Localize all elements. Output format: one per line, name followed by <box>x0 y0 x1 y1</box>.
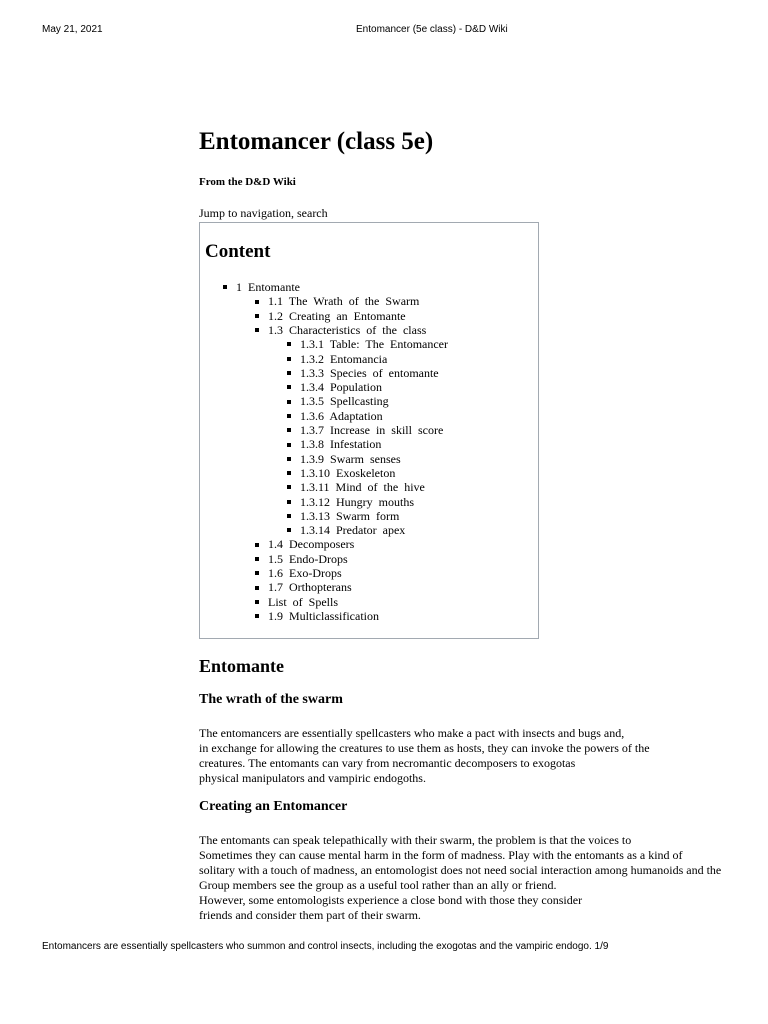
bullet-icon <box>255 586 259 590</box>
toc-item[interactable] <box>255 537 354 551</box>
toc-item-label: 1.5 Endo-Drops <box>268 551 348 566</box>
bullet-icon <box>287 485 291 489</box>
toc-item-label: 1 Entomante <box>236 280 300 294</box>
toc-item-label: 1.3 Characteristics of the class <box>268 322 427 337</box>
toc-item-label: 1.3.4 Population <box>300 380 383 395</box>
creating-paragraph <box>199 833 721 923</box>
bullet-icon <box>255 328 259 332</box>
bullet-icon <box>255 314 259 318</box>
toc-item-label: 1.6 Exo-Drops <box>268 566 342 580</box>
print-date: May 21, 2021 <box>42 24 103 35</box>
toc-item[interactable] <box>255 595 338 609</box>
print-footer: Entomancers are essentially spellcasters who summon and control insects, including the exogotas and the vampiric endogo. 1/9 <box>42 941 609 952</box>
toc-item[interactable] <box>287 523 405 537</box>
jump-to-navigation-link[interactable]: Jump to navigation, search <box>199 206 328 220</box>
toc-item-label: 1.3.3 Species of entomante <box>300 365 439 380</box>
bullet-icon <box>255 614 259 618</box>
toc-item[interactable] <box>223 280 300 294</box>
toc-item-label: 1.4 Decomposers <box>268 537 355 552</box>
bullet-icon <box>287 342 291 346</box>
bullet-icon <box>287 457 291 461</box>
toc-item-label: 1.3.10 Exoskeleton <box>300 465 396 480</box>
toc-item-label: 1.9 Multiclassification <box>268 608 379 623</box>
toc-item-label: 1.3.2 Entomancia <box>300 351 388 366</box>
paragraph-line: in exchange for allowing the creatures to use them as hosts, they can invoke the powers of the <box>199 741 650 755</box>
bullet-icon <box>287 400 291 404</box>
bullet-icon <box>287 500 291 504</box>
toc-item-label: 1.3.6 Adaptation <box>300 408 383 423</box>
toc-item[interactable] <box>287 352 387 366</box>
toc-item[interactable] <box>287 452 401 466</box>
bullet-icon <box>287 385 291 389</box>
toc-item[interactable] <box>255 566 342 580</box>
toc-item[interactable] <box>255 609 379 623</box>
bullet-icon <box>287 414 291 418</box>
toc-item[interactable] <box>287 423 443 437</box>
toc-item[interactable] <box>287 480 425 494</box>
paragraph-line: Sometimes they can cause mental harm in the form of madness. Play with the entomants as a kind of <box>199 848 683 862</box>
section-heading-entomante: Entomante <box>199 656 284 676</box>
toc-item-label: 1.3.11 Mind of the hive <box>300 480 425 495</box>
page-title: Entomancer (class 5e) <box>199 128 434 155</box>
toc-item-label: 1.7 Orthopterans <box>268 580 352 595</box>
toc-item[interactable] <box>287 409 383 423</box>
bullet-icon <box>287 528 291 532</box>
bullet-icon <box>255 557 259 561</box>
bullet-icon <box>287 514 291 518</box>
paragraph-line: physical manipulators and vampiric endogoths. <box>199 771 426 785</box>
toc-title: Content <box>205 241 271 262</box>
paragraph-line: friends and consider them part of their swarm. <box>199 908 421 922</box>
paragraph-line: Group members see the group as a useful tool rather than an ally or friend. <box>199 878 557 892</box>
toc-item[interactable] <box>287 366 439 380</box>
bullet-icon <box>287 357 291 361</box>
toc-item-label: 1.3.7 Increase in skill score <box>300 423 444 437</box>
toc-item[interactable] <box>287 495 414 509</box>
bullet-icon <box>287 428 291 432</box>
bullet-icon <box>223 285 227 289</box>
toc-item-label: 1.3.12 Hungry mouths <box>300 494 414 509</box>
toc-item[interactable] <box>255 580 352 594</box>
bullet-icon <box>287 471 291 475</box>
toc-item[interactable] <box>287 394 389 408</box>
paragraph-line: The entomancers are essentially spellcasters who make a pact with insects and bugs and, <box>199 726 625 740</box>
toc-item[interactable] <box>287 466 395 480</box>
bullet-icon <box>255 571 259 575</box>
paragraph-line: However, some entomologists experience a close bond with those they consider <box>199 893 583 907</box>
bullet-icon <box>255 300 259 304</box>
toc-item[interactable] <box>255 552 348 566</box>
toc-item-label: 1.3.1 Table: The Entomancer <box>300 337 449 352</box>
toc-item[interactable] <box>287 509 399 523</box>
toc-item-label: 1.3.8 Infestation <box>300 437 382 452</box>
paragraph-line: solitary with a touch of madness, an entomologist does not need social interaction among humanoids and the <box>199 863 722 877</box>
toc-item-label: 1.3.9 Swarm senses <box>300 451 401 466</box>
toc-item-label: 1.3.14 Predator apex <box>300 523 406 538</box>
paragraph-line: The entomants can speak telepathically with their swarm, the problem is that the voices to <box>199 833 632 847</box>
toc-item-label: 1.1 The Wrath of the Swarm <box>268 294 420 309</box>
toc-item-label: 1.3.5 Spellcasting <box>300 394 389 409</box>
bullet-icon <box>287 443 291 447</box>
bullet-icon <box>255 600 259 604</box>
print-header-title: Entomancer (5e class) - D&D Wiki <box>356 24 508 35</box>
wrath-paragraph <box>199 726 650 786</box>
toc-item-label: List of Spells <box>268 594 339 609</box>
page-subtitle: From the D&D Wiki <box>199 176 296 188</box>
subsection-heading-wrath: The wrath of the swarm <box>199 692 343 707</box>
toc-item[interactable] <box>255 294 419 308</box>
bullet-icon <box>255 543 259 547</box>
toc-item[interactable] <box>287 437 381 451</box>
toc-item[interactable] <box>255 309 406 323</box>
bullet-icon <box>287 371 291 375</box>
toc-item[interactable] <box>287 337 448 351</box>
toc-item[interactable] <box>287 380 382 394</box>
toc-item-label: 1.2 Creating an Entomante <box>268 308 406 323</box>
paragraph-line: creatures. The entomants can vary from necromantic decomposers to exogotas <box>199 756 576 770</box>
toc-item-label: 1.3.13 Swarm form <box>300 508 400 523</box>
toc-item[interactable] <box>255 323 426 337</box>
subsection-heading-creating: Creating an Entomancer <box>199 799 348 814</box>
table-of-contents <box>199 222 539 639</box>
